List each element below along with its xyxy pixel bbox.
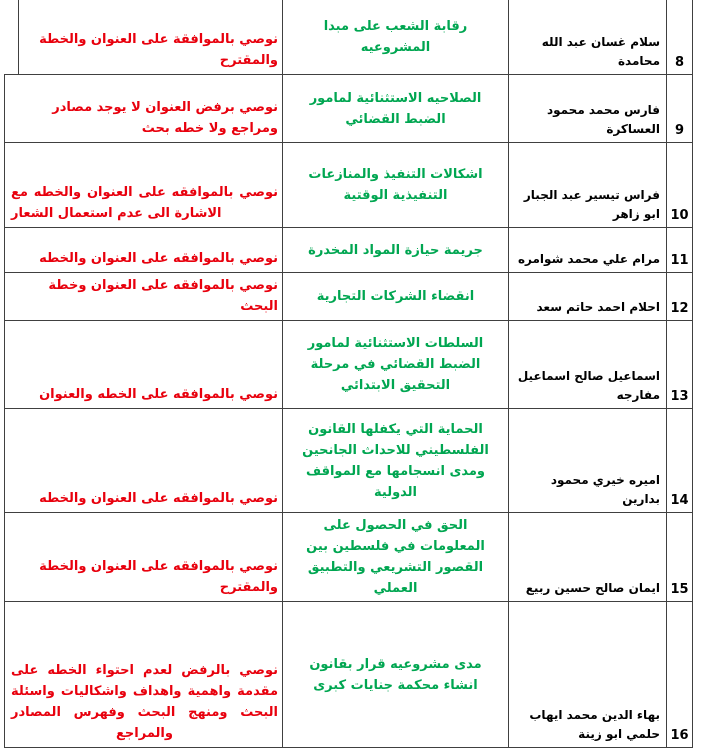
row-number-cell: 11 xyxy=(667,228,693,273)
recommendation-cell: نوصي بالموافقه على العنوان والخطه xyxy=(5,228,283,273)
row-number-cell: 14 xyxy=(667,409,693,513)
student-name-cell: فارس محمد محمود العساكرة xyxy=(509,75,667,143)
table-row xyxy=(5,143,693,228)
row-number-cell: 9 xyxy=(667,75,693,143)
student-name-cell: اسماعيل صالح اسماعيل مفارجه xyxy=(509,321,667,409)
research-title-cell: انقضاء الشركات التجارية xyxy=(283,273,509,321)
student-name-cell: سلام غسان عبد الله محامدة xyxy=(509,0,667,75)
recommendation-cell: نوصي بالرفض لعدم احتواء الخطه على مقدمة واهمية واهداف واشكاليات واسئلة البحث ومنهج البحث وفهرس المصادر والمراجع xyxy=(5,602,283,748)
student-name-cell: فراس تيسير عبد الجبار ابو زاهر xyxy=(509,143,667,228)
recommendation-cell: نوصي بالموافقه على العنوان والخطه مع الاشارة الى عدم استعمال الشعار xyxy=(5,143,283,228)
row-number-cell: 10 xyxy=(667,143,693,228)
research-title-cell: الحق في الحصول على المعلومات في فلسطين بين القصور التشريعي والتطبيق العملي xyxy=(283,513,509,602)
table-row xyxy=(5,273,693,321)
recommendation-cell: نوصي بالموافقه على العنوان والخطة والمقترح xyxy=(5,513,283,602)
row-number-cell: 13 xyxy=(667,321,693,409)
evaluation-table xyxy=(4,0,693,748)
research-title-cell: السلطات الاستثنائية لمامور الضبط القضائي في مرحلة التحقيق الابتدائي xyxy=(283,321,509,409)
student-name-cell: اميره خيري محمود بدارين xyxy=(509,409,667,513)
table-rows xyxy=(5,0,693,748)
student-name-cell: بهاء الدين محمد ايهاب حلمي ابو زينة xyxy=(509,602,667,748)
table-row xyxy=(5,602,693,748)
table-row xyxy=(5,321,693,409)
row-number-cell: 8 xyxy=(667,0,693,75)
table-row xyxy=(5,409,693,513)
row-number-cell: 12 xyxy=(667,273,693,321)
table-row xyxy=(5,228,693,273)
research-title-cell: الصلاحيه الاستثنائية لمامور الضبط القضائي xyxy=(283,75,509,143)
recommendation-cell: نوصي برفض العنوان لا يوجد مصادر ومراجع ولا خطه بحث xyxy=(5,75,283,143)
recommendation-cell: نوصي بالموافقه على العنوان وخطة البحث xyxy=(5,273,283,321)
row-number-cell: 16 xyxy=(667,602,693,748)
research-title-cell: مدى مشروعيه قرار بقانون انشاء محكمة جنايات كبرى xyxy=(283,602,509,748)
research-title-cell: الحماية التي يكفلها القانون الفلسطيني للاحداث الجانحين ومدى انسجامها مع المواقف الدولية xyxy=(283,409,509,513)
student-name-cell: ايمان صالح حسين ربيع xyxy=(509,513,667,602)
recommendation-cell: نوصي بالموافقه على الخطه والعنوان xyxy=(5,321,283,409)
research-title-cell: اشكالات التنفيذ والمنازعات التنفيذية الوقتية xyxy=(283,143,509,228)
table-row xyxy=(5,75,693,143)
student-name-cell: مرام علي محمد شوامره xyxy=(509,228,667,273)
recommendation-cell: نوصي بالموافقة على العنوان والخطة والمقترح xyxy=(5,0,283,75)
research-title-cell: جريمة حيازة المواد المخدرة xyxy=(283,228,509,273)
research-title-cell: رقابة الشعب على مبدا المشروعيه xyxy=(283,0,509,75)
cut-row-left-border xyxy=(18,0,19,74)
row-number-cell: 15 xyxy=(667,513,693,602)
recommendation-cell: نوصي بالموافقه على العنوان والخطه xyxy=(5,409,283,513)
table-row xyxy=(5,0,693,75)
table-row xyxy=(5,513,693,602)
student-name-cell: احلام احمد حاتم سعد xyxy=(509,273,667,321)
